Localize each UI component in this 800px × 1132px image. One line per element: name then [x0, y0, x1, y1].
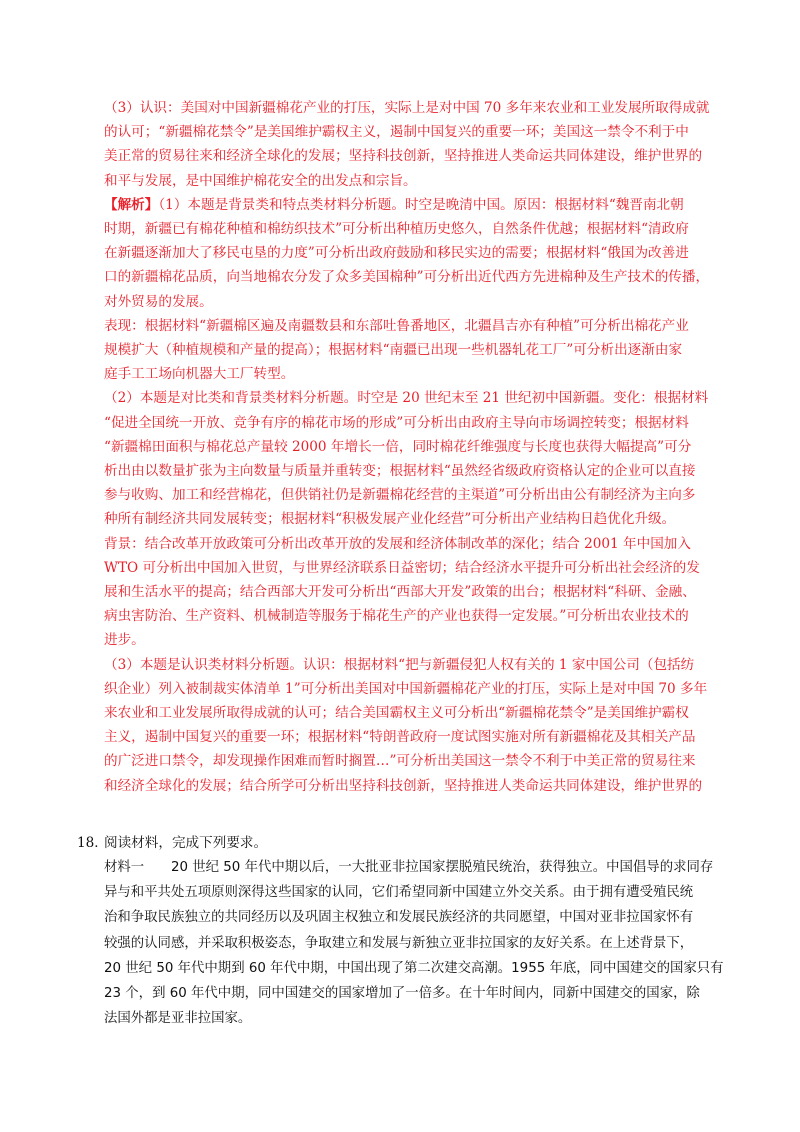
analysis-line: 析出由以数量扩张为主向数量与质量并重转变；根据材料“虽然经省级政府资格认定的企业可以直接	[104, 463, 696, 480]
material-line: 异与和平共处五项原则深得这些国家的认同，它们希望同新中国建立外交关系。由于拥有遭受殖民统	[104, 885, 694, 901]
question-prompt: 18．阅读材料，完成下列要求。	[104, 831, 724, 855]
question-18-header	[77, 831, 724, 855]
material-line: 较强的认同感，并采取积极姿态，争取建立和发展与新独立亚非拉国家的友好关系。在上述背景下，	[104, 935, 694, 951]
analysis-line: 种所有制经济共同发展转变；根据材料“积极发展产业化经营”可分析出产业结构日趋优化升级。	[104, 511, 676, 528]
analysis-line: 织企业）列入被制裁实体清单 1”可分析出美国对中国新疆棉花产业的打压，实际上是对中国 70 多年	[104, 680, 708, 697]
analysis-line: 病虫害防治、生产资料、机械制造等服务于棉花生产的产业也获得一定发展。”可分析出农业技术的	[104, 608, 689, 625]
material-first-line: 材料一 20 世纪 50 年代中期以后，一大批亚非拉国家摆脱殖民统治，获得独立。中国倡导的求同存	[104, 860, 714, 875]
analysis-line: 时期，新疆已有棉花种植和棉纺织技术”可分析出种植历史悠久，自然条件优越；根据材料“清政府	[104, 221, 689, 238]
material-one	[104, 855, 728, 1031]
analysis-line: 规模扩大（种植规模和产量的提高）；根据材料“南疆已出现一些机器轧花工厂”可分析出逐渐由家	[104, 342, 683, 359]
analysis-line: 来农业和工业发展所取得成就的认可；结合美国霸权主义可分析出“新疆棉花禁令”是美国维护霸权	[104, 705, 689, 722]
answer-and-analysis	[104, 96, 724, 798]
analysis-line: 口的新疆棉花品质，向当地棉农分发了众多美国棉种”可分析出近代西方先进棉种及生产技术的传播，	[104, 269, 710, 286]
analysis-line: （3）本题是认识类材料分析题。认识：根据材料“把与新疆侵犯人权有关的 1 家中国公司（包括纺	[104, 656, 695, 673]
answer-line: 美正常的贸易往来和经济全球化的发展；坚持科技创新，坚持推进人类命运共同体建设，维护世界的	[104, 148, 703, 165]
analysis-line: 参与收购、加工和经营棉花，但供销社仍是新疆棉花经营的主渠道”可分析出由公有制经济为主向多	[104, 487, 696, 504]
analysis-line: （1）本题是背景类和特点类材料分析题。时空是晚清中国。原因：根据材料“魏晋南北朝	[158, 196, 684, 213]
answer-line: （3）认识：美国对中国新疆棉花产业的打压，实际上是对中国 70 多年来农业和工业发展所取得成就	[104, 100, 710, 116]
analysis-line: 进步。	[104, 632, 145, 649]
material-line: 治和争取民族独立的共同经历以及巩固主权独立和发展民族经济的共同愿望，中国对亚非拉国家怀有	[104, 910, 694, 926]
analysis-line: WTO 可分析出中国加入世贸，与世界经济联系日益密切；结合经济水平提升可分析出社会经济的发	[104, 559, 700, 576]
analysis-line: 主义，遏制中国复兴的重要一环；根据材料“特朗普政府一度试图实施对所有新疆棉花及其相关产品	[104, 729, 696, 746]
material-line: 23 个，到 60 年代中期，同中国建交的国家增加了一倍多。在十年时间内，同新中国建交的国家，除	[104, 986, 700, 1002]
analysis-first-line	[104, 193, 724, 217]
answer-line: 的认可；“新疆棉花禁令”是美国维护霸权主义，遏制中国复兴的重要一环；美国这一禁令不利于中	[104, 124, 689, 141]
material-line: 法国外都是亚非拉国家。	[104, 1011, 252, 1027]
material-label: 材料一	[104, 860, 145, 875]
analysis-line: 对外贸易的发展。	[104, 293, 213, 310]
analysis-line: 在新疆逐渐加大了移民屯垦的力度”可分析出政府鼓励和移民实边的需要；根据材料“俄国为改善进	[104, 245, 689, 262]
answer-line: 和平与发展，是中国维护棉花安全的出发点和宗旨。	[104, 172, 417, 189]
analysis-line: （2）本题是对比类和背景类材料分析题。时空是 20 世纪末至 21 世纪初中国新疆。变化：根据材料	[104, 390, 709, 407]
analysis-tag: 【解析】	[104, 196, 159, 213]
analysis-line: 背景：结合改革开放政策可分析出改革开放的发展和经济体制改革的深化；结合 2001 年中国加入	[104, 535, 691, 552]
analysis-line: “新疆棉田面积与棉花总产量较 2000 年增长一倍，同时棉花纤维强度与长度也获得大幅提高”可分	[104, 438, 692, 455]
analysis-line: “促进全国统一开放、竞争有序的棉花市场的形成”可分析出由政府主导向市场调控转变；根据材料	[104, 414, 689, 431]
material-line: 20 世纪 50 年代中期到 60 年代中期，中国出现了第二次建交高潮。1955 年底，同中国建交的国家只有	[104, 960, 724, 976]
analysis-line: 的广泛进口禁令，却发现操作困难而暂时搁置…”可分析出美国这一禁令不利于中美正常的贸易往来	[104, 753, 696, 770]
question-number: 18．	[77, 835, 108, 851]
analysis-line: 表现：根据材料“新疆棉区遍及南疆数县和东部吐鲁番地区，北疆昌吉亦有种植”可分析出棉花产业	[104, 317, 689, 334]
analysis-line: 庭手工工场向机器大工厂转型。	[104, 366, 295, 383]
analysis-line: 和经济全球化的发展；结合所学可分析出坚持科技创新，坚持推进人类命运共同体建设，维护世界的	[104, 777, 703, 794]
analysis-line: 展和生活水平的提高；结合西部大开发可分析出“西部大开发”政策的出台；根据材料“科研、金融、	[104, 584, 696, 601]
